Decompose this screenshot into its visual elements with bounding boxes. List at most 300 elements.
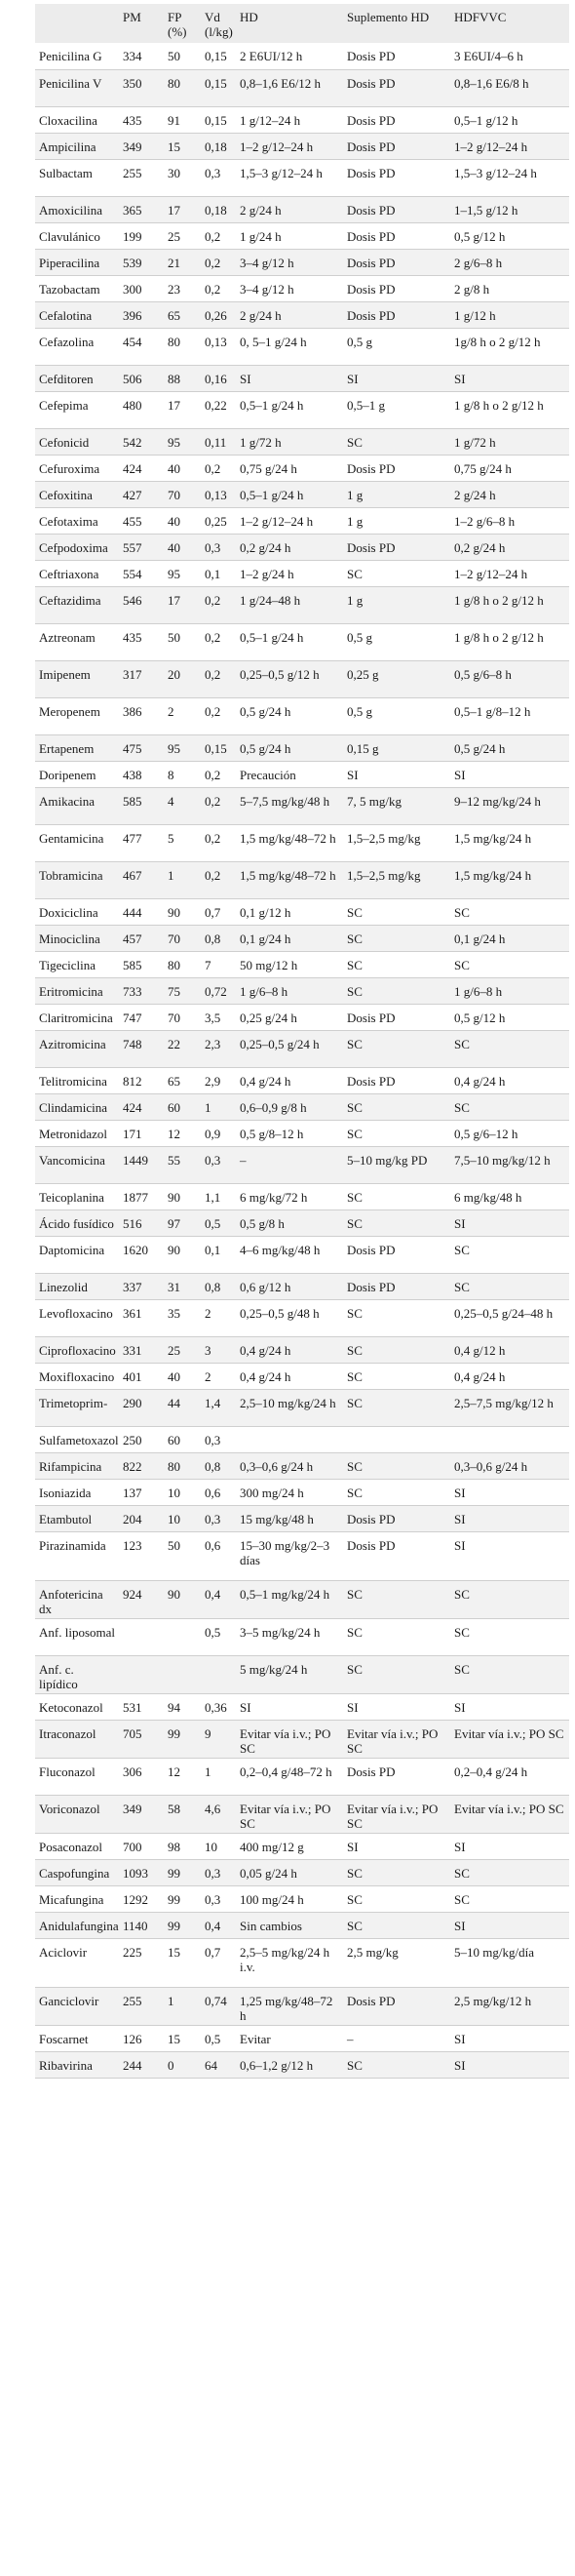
cell-pm: 444 [119,898,164,925]
cell-drug: Ceftazidima [35,586,119,623]
table-row [35,222,569,249]
cell-pm: 204 [119,1505,164,1531]
cell-pm: 557 [119,534,164,560]
cell-suplemento-hd: 2,5 mg/kg [343,1938,450,1987]
table-row [35,977,569,1004]
table-row [35,1146,569,1183]
cell-vd: 1,1 [201,1183,236,1209]
cell-drug: Rifampicina [35,1452,119,1479]
cell-drug: Piperacilina [35,249,119,275]
cell-fp: 65 [164,1067,201,1093]
cell-pm: 1140 [119,1912,164,1938]
table-row [35,1336,569,1363]
table-row [35,428,569,455]
cell-hd: 0,4 g/24 h [236,1336,343,1363]
table-row [35,1004,569,1030]
cell-fp: 10 [164,1479,201,1505]
cell-suplemento-hd: SC [343,977,450,1004]
cell-suplemento-hd: Dosis PD [343,133,450,159]
cell-vd: 2 [201,1299,236,1336]
cell-pm: 542 [119,428,164,455]
cell-fp: 4 [164,787,201,824]
cell-hdfvvc: SI [450,1479,569,1505]
cell-hd: 0,3–0,6 g/24 h [236,1452,343,1479]
table-row [35,1273,569,1299]
cell-fp: 80 [164,328,201,365]
table-row [35,106,569,133]
cell-hd: 0,5–1 g/24 h [236,391,343,428]
cell-drug: Eritromicina [35,977,119,1004]
cell-hd: SI [236,1693,343,1720]
cell-vd: 0,15 [201,43,236,69]
cell-fp: 90 [164,1580,201,1618]
cell-suplemento-hd: – [343,2025,450,2051]
cell-fp: 50 [164,1531,201,1580]
cell-vd: 0,2 [201,824,236,861]
table-row [35,507,569,534]
table-row [35,43,569,69]
cell-hd: 400 mg/12 g [236,1833,343,1859]
table-row [35,1859,569,1885]
cell-fp: 58 [164,1795,201,1833]
cell-vd [201,1655,236,1693]
cell-suplemento-hd: 7, 5 mg/kg [343,787,450,824]
cell-vd: 1 [201,1758,236,1795]
cell-suplemento-hd: SC [343,1580,450,1618]
cell-pm: 705 [119,1720,164,1758]
cell-drug: Clavulánico [35,222,119,249]
cell-vd: 4,6 [201,1795,236,1833]
cell-pm: 438 [119,761,164,787]
cell-vd: 0,3 [201,1146,236,1183]
table-row [35,1618,569,1655]
cell-pm: 255 [119,1987,164,2025]
cell-suplemento-hd: Dosis PD [343,1758,450,1795]
cell-suplemento-hd [343,1426,450,1452]
cell-hd: 1,5 mg/kg/48–72 h [236,824,343,861]
cell-fp: 94 [164,1693,201,1720]
cell-drug: Ampicilina [35,133,119,159]
cell-hd: 1,25 mg/kg/48–72 h [236,1987,343,2025]
cell-drug: Cefalotina [35,301,119,328]
cell-fp: 1 [164,1987,201,2025]
cell-drug: Cefazolina [35,328,119,365]
cell-hdfvvc [450,1426,569,1452]
cell-drug: Etambutol [35,1505,119,1531]
cell-hd: 0,5 g/24 h [236,734,343,761]
cell-vd: 0,26 [201,301,236,328]
cell-drug: Penicilina V [35,69,119,106]
cell-fp: 80 [164,951,201,977]
cell-fp: 17 [164,196,201,222]
cell-drug: Cefotaxima [35,507,119,534]
cell-pm: 331 [119,1336,164,1363]
cell-hdfvvc: 1–2 g/12–24 h [450,560,569,586]
table-row [35,1505,569,1531]
cell-vd: 0,2 [201,787,236,824]
cell-fp: 25 [164,1336,201,1363]
cell-hd: 1,5 mg/kg/48–72 h [236,861,343,898]
cell-suplemento-hd: 0,5 g [343,328,450,365]
cell-hd: 1 g/12–24 h [236,106,343,133]
cell-vd: 0,15 [201,69,236,106]
cell-pm: 290 [119,1389,164,1426]
cell-pm: 244 [119,2051,164,2078]
cell-suplemento-hd: SI [343,1833,450,1859]
cell-fp: 99 [164,1885,201,1912]
cell-fp: 30 [164,159,201,196]
table-row [35,1655,569,1693]
cell-fp: 50 [164,43,201,69]
cell-vd: 0,9 [201,1120,236,1146]
cell-drug: Levofloxacino [35,1299,119,1336]
cell-drug: Ciprofloxacino [35,1336,119,1363]
table-row [35,534,569,560]
header-suplemento-hd: Suplemento HD [347,10,430,24]
cell-drug: Daptomicina [35,1236,119,1273]
cell-pm: 435 [119,106,164,133]
cell-pm: 1620 [119,1236,164,1273]
cell-hd: 2,5–10 mg/kg/24 h [236,1389,343,1426]
cell-suplemento-hd: 1 g [343,586,450,623]
cell-vd: 0,2 [201,761,236,787]
table-row [35,1067,569,1093]
cell-fp: 21 [164,249,201,275]
cell-hdfvvc: 5–10 mg/kg/día [450,1938,569,1987]
cell-hd: 3–4 g/12 h [236,275,343,301]
cell-hdfvvc: SC [450,1030,569,1067]
cell-fp: 22 [164,1030,201,1067]
cell-pm: 477 [119,824,164,861]
cell-pm: 747 [119,1004,164,1030]
cell-hdfvvc: 1 g/8 h o 2 g/12 h [450,586,569,623]
cell-pm: 361 [119,1299,164,1336]
cell-fp: 70 [164,481,201,507]
cell-vd: 1 [201,1093,236,1120]
table-row [35,586,569,623]
cell-vd: 0,3 [201,1885,236,1912]
cell-vd: 0,6 [201,1531,236,1580]
cell-suplemento-hd: SC [343,1618,450,1655]
cell-vd: 0,2 [201,623,236,660]
cell-fp: 40 [164,507,201,534]
cell-fp: 95 [164,428,201,455]
cell-pm: 457 [119,925,164,951]
table-header [35,4,569,43]
cell-fp: 12 [164,1120,201,1146]
cell-fp: 60 [164,1426,201,1452]
table-row [35,861,569,898]
cell-suplemento-hd: SC [343,1120,450,1146]
cell-hd: Evitar vía i.v.; PO SC [236,1720,343,1758]
cell-hdfvvc: 0,1 g/24 h [450,925,569,951]
cell-pm: 435 [119,623,164,660]
cell-vd: 0,5 [201,1209,236,1236]
cell-suplemento-hd: SC [343,1363,450,1389]
cell-hd [236,1426,343,1452]
cell-fp: 75 [164,977,201,1004]
cell-suplemento-hd: SC [343,898,450,925]
cell-drug: Meropenem [35,697,119,734]
cell-drug: Moxifloxacino [35,1363,119,1389]
cell-hd: 15–30 mg/kg/2–3 días [236,1531,343,1580]
cell-hdfvvc: SC [450,1859,569,1885]
cell-pm: 123 [119,1531,164,1580]
table-row [35,925,569,951]
cell-hd: 5–7,5 mg/kg/48 h [236,787,343,824]
cell-vd: 0,3 [201,1859,236,1885]
cell-pm: 300 [119,275,164,301]
cell-hdfvvc: 2,5–7,5 mg/kg/12 h [450,1389,569,1426]
cell-pm: 554 [119,560,164,586]
cell-hd: 1–2 g/12–24 h [236,133,343,159]
cell-hd: 0,5–1 g/24 h [236,481,343,507]
cell-fp: 15 [164,133,201,159]
cell-hd: 0, 5–1 g/24 h [236,328,343,365]
cell-drug: Aztreonam [35,623,119,660]
cell-vd: 0,4 [201,1912,236,1938]
cell-suplemento-hd: 0,15 g [343,734,450,761]
table-row [35,455,569,481]
cell-vd: 0,5 [201,1618,236,1655]
cell-hdfvvc: 0,3–0,6 g/24 h [450,1452,569,1479]
cell-suplemento-hd: SC [343,560,450,586]
cell-drug: Tobramicina [35,861,119,898]
cell-pm: 822 [119,1452,164,1479]
table-row [35,1720,569,1758]
cell-drug: Telitromicina [35,1067,119,1093]
cell-hd: 2 g/24 h [236,196,343,222]
cell-drug: Metronidazol [35,1120,119,1146]
cell-drug: Micafungina [35,1885,119,1912]
cell-suplemento-hd: SC [343,1183,450,1209]
cell-drug: Sulfametoxazol [35,1426,119,1452]
cell-hdfvvc: SI [450,1209,569,1236]
cell-vd: 0,25 [201,507,236,534]
table-row [35,898,569,925]
cell-hd: 0,75 g/24 h [236,455,343,481]
cell-fp: 50 [164,623,201,660]
cell-vd: 0,18 [201,133,236,159]
cell-suplemento-hd: SC [343,2051,450,2078]
cell-drug: Anf. c. lipídico [35,1655,119,1693]
cell-pm: 396 [119,301,164,328]
cell-drug: Fluconazol [35,1758,119,1795]
cell-hdfvvc: SI [450,1833,569,1859]
cell-hdfvvc: 0,25–0,5 g/24–48 h [450,1299,569,1336]
cell-vd: 0,2 [201,249,236,275]
cell-hd: 0,4 g/24 h [236,1363,343,1389]
table-row [35,734,569,761]
cell-hd: 0,5–1 mg/kg/24 h [236,1580,343,1618]
cell-suplemento-hd: Dosis PD [343,534,450,560]
cell-hd: Evitar vía i.v.; PO SC [236,1795,343,1833]
cell-vd: 0,7 [201,898,236,925]
cell-hdfvvc: 0,8–1,6 E6/8 h [450,69,569,106]
cell-fp: 97 [164,1209,201,1236]
cell-suplemento-hd: SC [343,1859,450,1885]
cell-drug: Itraconazol [35,1720,119,1758]
cell-fp: 23 [164,275,201,301]
cell-vd: 0,22 [201,391,236,428]
table-row [35,249,569,275]
cell-suplemento-hd: Dosis PD [343,106,450,133]
cell-hd: 1 g/6–8 h [236,977,343,1004]
cell-hd: SI [236,365,343,391]
cell-hd: 1–2 g/12–24 h [236,507,343,534]
cell-vd: 3,5 [201,1004,236,1030]
cell-fp: 91 [164,106,201,133]
cell-fp: 12 [164,1758,201,1795]
cell-suplemento-hd: Dosis PD [343,301,450,328]
cell-hd: 3–4 g/12 h [236,249,343,275]
cell-hd: 5 mg/kg/24 h [236,1655,343,1693]
cell-drug: Ganciclovir [35,1987,119,2025]
drug-dosing-table [35,4,569,2079]
cell-hdfvvc: 1 g/8 h o 2 g/12 h [450,391,569,428]
cell-hdfvvc: 0,2–0,4 g/24 h [450,1758,569,1795]
cell-suplemento-hd: 1 g [343,507,450,534]
cell-hdfvvc: SI [450,1531,569,1580]
cell-drug: Pirazinamida [35,1531,119,1580]
cell-hd: 0,05 g/24 h [236,1859,343,1885]
cell-drug: Voriconazol [35,1795,119,1833]
cell-suplemento-hd: Dosis PD [343,1273,450,1299]
cell-hd: 4–6 mg/kg/48 h [236,1236,343,1273]
cell-drug: Cefonicid [35,428,119,455]
cell-fp: 40 [164,455,201,481]
cell-pm: 531 [119,1693,164,1720]
cell-hdfvvc: 1,5 mg/kg/24 h [450,824,569,861]
cell-fp: 2 [164,697,201,734]
cell-pm: 349 [119,1795,164,1833]
cell-hdfvvc: SC [450,1093,569,1120]
cell-suplemento-hd: Dosis PD [343,249,450,275]
cell-suplemento-hd: SC [343,1479,450,1505]
cell-hd: 1 g/24–48 h [236,586,343,623]
cell-vd: 0,13 [201,328,236,365]
cell-hdfvvc: SI [450,365,569,391]
table-row [35,1833,569,1859]
table-row [35,275,569,301]
header-vd: Vd (l/kg) [205,10,233,39]
cell-vd: 64 [201,2051,236,2078]
cell-suplemento-hd: Dosis PD [343,1067,450,1093]
cell-hd: 2 g/24 h [236,301,343,328]
cell-pm: 317 [119,660,164,697]
cell-hdfvvc: 1 g/12 h [450,301,569,328]
cell-suplemento-hd: SC [343,1389,450,1426]
cell-fp: 99 [164,1912,201,1938]
cell-suplemento-hd: SC [343,1093,450,1120]
cell-drug: Teicoplanina [35,1183,119,1209]
cell-pm: 1292 [119,1885,164,1912]
table-row [35,1236,569,1273]
cell-fp: 80 [164,69,201,106]
table-row [35,1183,569,1209]
cell-suplemento-hd: SC [343,1885,450,1912]
table-row [35,1912,569,1938]
cell-fp: 20 [164,660,201,697]
table-row [35,2051,569,2078]
cell-hdfvvc: SI [450,1693,569,1720]
table-row [35,697,569,734]
cell-hd: – [236,1146,343,1183]
cell-hdfvvc: SC [450,1618,569,1655]
cell-pm: 424 [119,455,164,481]
cell-suplemento-hd: 1 g [343,481,450,507]
cell-hd: Precaución [236,761,343,787]
cell-fp: 35 [164,1299,201,1336]
table-row [35,1363,569,1389]
table-body [35,43,569,2078]
cell-vd: 0,15 [201,734,236,761]
cell-pm: 924 [119,1580,164,1618]
cell-suplemento-hd: Dosis PD [343,222,450,249]
cell-fp: 17 [164,586,201,623]
cell-suplemento-hd: 0,5–1 g [343,391,450,428]
cell-fp: 15 [164,2025,201,2051]
cell-vd: 0,5 [201,2025,236,2051]
cell-hd: 0,25–0,5 g/48 h [236,1299,343,1336]
cell-pm: 137 [119,1479,164,1505]
cell-hdfvvc: 0,5 g/12 h [450,222,569,249]
cell-vd: 0,2 [201,861,236,898]
cell-fp: 65 [164,301,201,328]
cell-suplemento-hd: Dosis PD [343,43,450,69]
cell-vd: 0,11 [201,428,236,455]
cell-hdfvvc: SI [450,1505,569,1531]
cell-hdfvvc: 0,5 g/24 h [450,734,569,761]
cell-hdfvvc: 1 g/6–8 h [450,977,569,1004]
cell-drug: Ribavirina [35,2051,119,2078]
cell-hd: 300 mg/24 h [236,1479,343,1505]
cell-hdfvvc: 7,5–10 mg/kg/12 h [450,1146,569,1183]
table-row [35,1580,569,1618]
cell-vd: 0,6 [201,1479,236,1505]
cell-suplemento-hd: 0,25 g [343,660,450,697]
cell-drug: Gentamicina [35,824,119,861]
cell-pm: 454 [119,328,164,365]
cell-fp [164,1655,201,1693]
cell-hd: 0,2 g/24 h [236,534,343,560]
cell-vd: 3 [201,1336,236,1363]
cell-hdfvvc: 2 g/8 h [450,275,569,301]
cell-fp: 40 [164,534,201,560]
cell-hd: 1 g/24 h [236,222,343,249]
cell-fp: 98 [164,1833,201,1859]
cell-fp: 60 [164,1093,201,1120]
header-hdfvvc: HDFVVC [454,10,507,24]
cell-hdfvvc: SC [450,1236,569,1273]
cell-pm: 365 [119,196,164,222]
table-row [35,365,569,391]
cell-drug: Anfotericina dx [35,1580,119,1618]
cell-drug: Doxiciclina [35,898,119,925]
table-row [35,660,569,697]
cell-hdfvvc: Evitar vía i.v.; PO SC [450,1795,569,1833]
cell-suplemento-hd: Dosis PD [343,1004,450,1030]
table-row [35,1885,569,1912]
cell-drug: Cloxacilina [35,106,119,133]
cell-hdfvvc: 0,75 g/24 h [450,455,569,481]
cell-hd: 1 g/72 h [236,428,343,455]
cell-suplemento-hd: SI [343,761,450,787]
cell-vd: 0,2 [201,660,236,697]
table-row [35,1452,569,1479]
cell-hd: Evitar [236,2025,343,2051]
cell-hdfvvc: SI [450,761,569,787]
